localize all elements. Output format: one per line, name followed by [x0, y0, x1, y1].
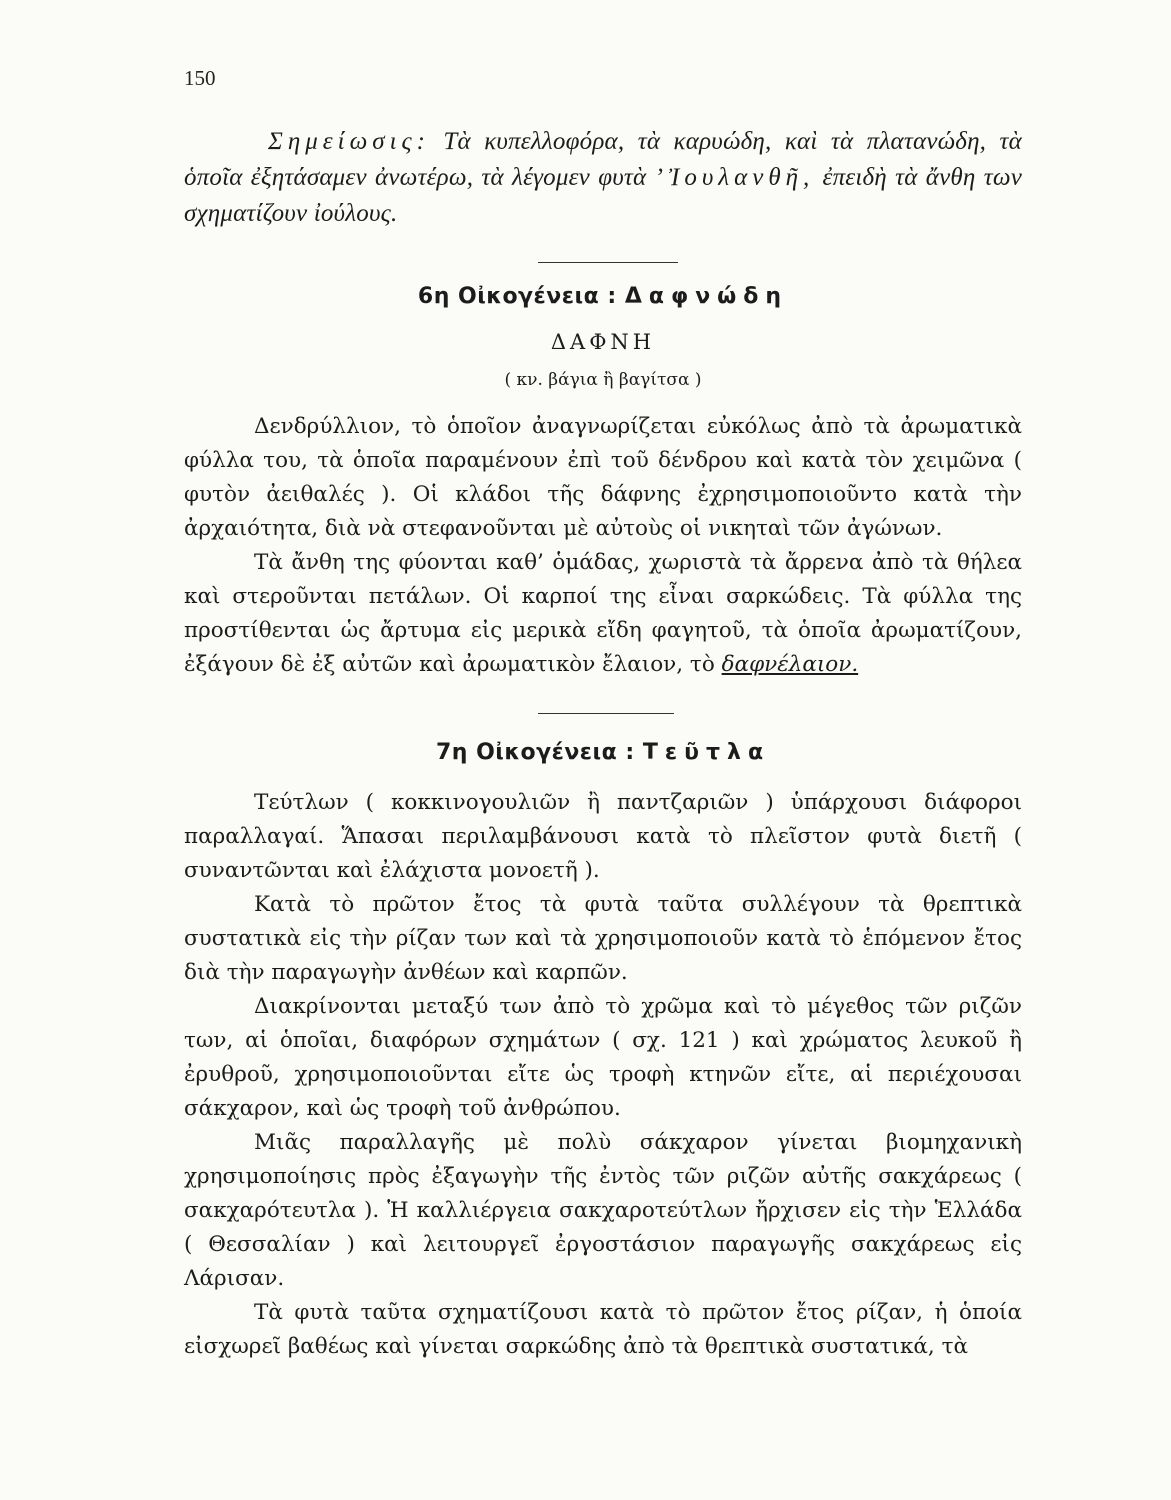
section-7-body	[184, 786, 1022, 1364]
section-6-paragraph-last	[184, 546, 1022, 682]
section-divider	[538, 713, 674, 714]
section-6-subtitle: ΔΑΦΝΗ	[550, 330, 656, 354]
section-7-paragraph: Τεύτλων ( κοκκινογουλιῶν ἢ παντζαριῶν ) ὑπάρχουσι διάφοροι παραλλαγαί. Ἅπασαι περιλαμβάνουσι κατὰ τὸ πλεῖστον φυτὰ διετῆ ( συναντῶνται καὶ ἐλάχιστα μονοετῆ ).	[184, 790, 1022, 883]
section-6-title	[184, 284, 1022, 309]
section-divider	[538, 262, 678, 263]
section-6-prefix: 6η Οἰκογένεια :	[417, 284, 617, 309]
note-text: Τὰ κυπελλοφόρα, τὰ καρυώδη, καὶ τὰ πλατανώδη, τὰ ὁποῖα ἐξητάσαμεν ἀνωτέρω, τὰ λέγομεν φυτὰ ’	[184, 128, 1022, 191]
section-6-body	[184, 410, 1022, 682]
section-6-last-text: Τὰ ἄνθη της φύονται καθ’ ὁμάδας, χωριστὰ τὰ ἄρρενα ἀπὸ τὰ θήλεα καὶ στεροῦνται πετάλων. Οἱ καρποί της εἶναι σαρκώδεις. Τὰ φύλλα της προστίθενται ὡς ἄρτυμα εἰς μερικὰ εἴδη φαγητοῦ, τὰ ὁποῖα ἀρωματίζουν, ἐξάγουν δὲ ἐξ αὐτῶν καὶ ἀρωματικὸν ἔλαιον, τὸ	[184, 550, 1022, 677]
section-7-paragraph: Μιᾶς παραλλαγῆς μὲ πολὺ σάκχαρον γίνεται βιομηχανικὴ χρησιμοποίησις πρὸς ἐξαγωγὴν τῆς ἐντὸς τῶν ριζῶν αὐτῆς σακχάρεως ( σακχαρότευτλα ). Ἡ καλλιέργεια σακχαροτεύτλων ἤρχισεν εἰς τὴν Ἑλλάδα ( Θεσσαλίαν ) καὶ λειτουργεῖ ἐργοστάσιον παραγωγῆς σακχάρεως εἰς Λάρισαν.	[184, 1130, 1022, 1291]
section-6-last-term: δαφνέλαιον.	[721, 652, 859, 677]
note-text-end: ἐπειδὴ τὰ ἄνθη των σχηματίζουν ἰούλους.	[184, 164, 1023, 227]
note-term: Ἰουλανθῆ,	[668, 164, 815, 191]
section-7-prefix: 7η Οἰκογένεια :	[435, 740, 635, 765]
note-paragraph	[184, 124, 1022, 232]
page-number: 150	[184, 66, 216, 90]
section-7-family: Τεῦτλα	[642, 740, 771, 765]
section-7-paragraph: Τὰ φυτὰ ταῦτα σχηματίζουσι κατὰ τὸ πρῶτον ἔτος ρίζαν, ἡ ὁποία εἰσχωρεῖ βαθέως καὶ γίνεται σαρκώδης ἀπὸ τὰ θρεπτικὰ συστατικά, τὰ	[184, 1300, 1022, 1359]
section-6-family: Δαφνώδη	[624, 284, 789, 309]
section-6-common-name: ( κν. βάγια ἢ βαγίτσα )	[504, 370, 702, 390]
section-6-paragraph: Δενδρύλλιον, τὸ ὁποῖον ἀναγνωρίζεται εὐκόλως ἀπὸ τὰ ἀρωματικὰ φύλλα του, τὰ ὁποῖα παραμένουν ἐπὶ τοῦ δένδρου καὶ κατὰ τὸν χειμῶνα ( φυτὸν ἀειθαλές ). Οἱ κλάδοι τῆς δάφνης ἐχρησιμοποιοῦντο κατὰ τὴν ἀρχαιότητα, διὰ νὰ στεφανοῦνται μὲ αὐτοὺς οἱ νικηταὶ τῶν ἀγώνων.	[184, 414, 1022, 541]
section-7-paragraph: Διακρίνονται μεταξύ των ἀπὸ τὸ χρῶμα καὶ τὸ μέγεθος τῶν ριζῶν των, αἱ ὁποῖαι, διαφόρων σχημάτων ( σχ. 121 ) καὶ χρώματος λευκοῦ ἢ ἐρυθροῦ, χρησιμοποιοῦνται εἴτε ὡς τροφὴ κτηνῶν εἴτε, αἱ περιέχουσαι σάκχαρον, καὶ ὡς τροφὴ τοῦ ἀνθρώπου.	[184, 994, 1022, 1121]
section-7-title	[184, 740, 1022, 765]
note-label: Σημείωσις:	[268, 128, 430, 155]
section-7-paragraph: Κατὰ τὸ πρῶτον ἔτος τὰ φυτὰ ταῦτα συλλέγουν τὰ θρεπτικὰ συστατικὰ εἰς τὴν ρίζαν των καὶ τὰ χρησιμοποιοῦν κατὰ τὸ ἑπόμενον ἔτος διὰ τὴν παραγωγὴν ἀνθέων καὶ καρπῶν.	[184, 892, 1022, 985]
